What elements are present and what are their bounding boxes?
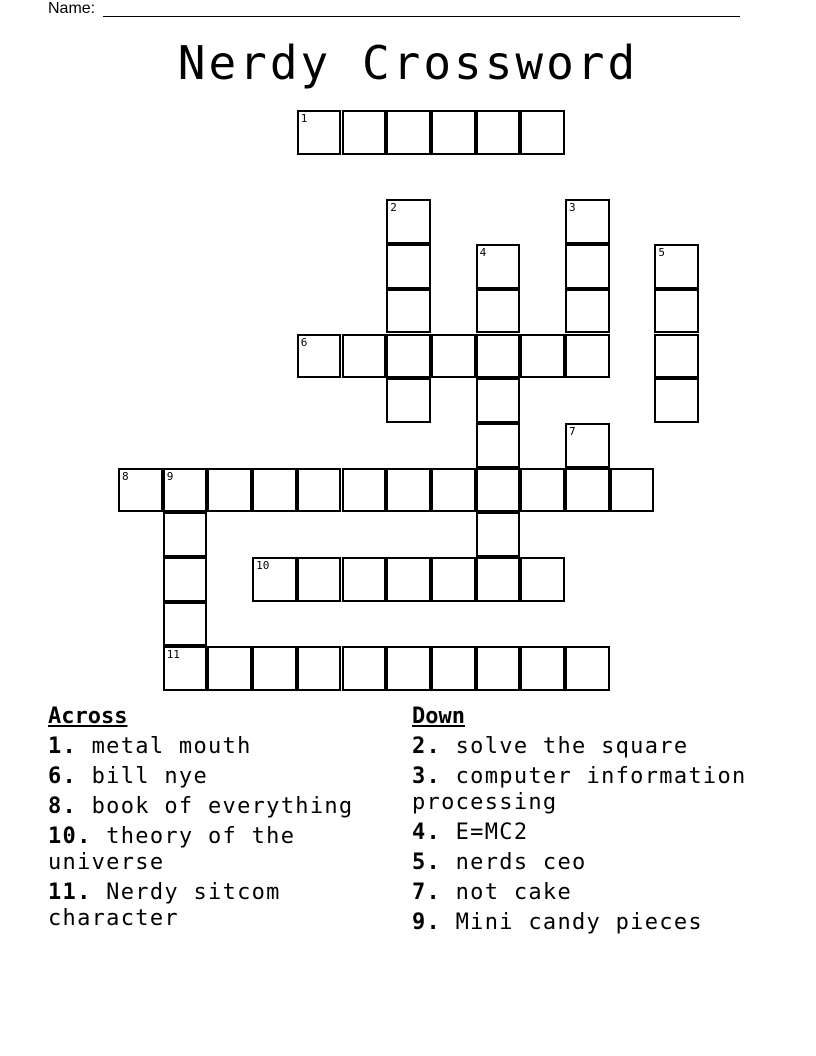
clue-text: computer information processing — [412, 764, 747, 815]
grid-cell[interactable] — [386, 334, 431, 379]
grid-cell[interactable] — [476, 289, 521, 334]
clue-num: 6. — [48, 764, 78, 789]
clue-text: metal mouth — [77, 734, 252, 759]
clue-text: not cake — [441, 880, 572, 905]
grid-cell[interactable] — [163, 468, 208, 513]
grid-cell[interactable] — [565, 646, 610, 691]
grid-cell[interactable] — [297, 334, 342, 379]
grid-cell[interactable] — [386, 378, 431, 423]
grid-cell[interactable] — [297, 646, 342, 691]
grid-cell[interactable] — [654, 244, 699, 289]
grid-cell[interactable] — [386, 289, 431, 334]
down-clue — [412, 764, 782, 816]
grid-cell[interactable] — [386, 110, 431, 155]
clue-number: 11 — [166, 648, 180, 662]
grid-cell[interactable] — [431, 557, 476, 602]
clue-num: 1. — [48, 734, 78, 759]
grid-cell[interactable] — [342, 646, 387, 691]
down-clue — [412, 910, 782, 936]
grid-cell[interactable] — [431, 110, 476, 155]
down-clue — [412, 820, 782, 846]
clue-number: 3 — [569, 201, 576, 215]
grid-cell[interactable] — [654, 289, 699, 334]
grid-cell[interactable] — [252, 468, 297, 513]
grid-cell[interactable] — [565, 199, 610, 244]
grid-cell[interactable] — [297, 557, 342, 602]
grid-cell[interactable] — [565, 244, 610, 289]
clue-text: theory of the universe — [48, 824, 296, 875]
across-clue — [48, 734, 398, 760]
grid-cell[interactable] — [342, 334, 387, 379]
grid-cell[interactable] — [610, 468, 655, 513]
grid-cell[interactable] — [163, 512, 208, 557]
clue-num: 9. — [412, 910, 442, 935]
grid-cell[interactable] — [163, 646, 208, 691]
grid-cell[interactable] — [431, 646, 476, 691]
grid-cell[interactable] — [163, 602, 208, 647]
grid-cell[interactable] — [654, 334, 699, 379]
grid-cell[interactable] — [565, 423, 610, 468]
clue-text: nerds ceo — [441, 850, 587, 875]
down-list — [412, 734, 782, 936]
grid-cell[interactable] — [520, 468, 565, 513]
clue-num: 11. — [48, 880, 92, 905]
grid-cell[interactable] — [342, 110, 387, 155]
clue-num: 8. — [48, 794, 78, 819]
grid-cell[interactable] — [297, 110, 342, 155]
clue-number: 9 — [166, 469, 174, 483]
clue-num: 5. — [412, 850, 442, 875]
grid-cell[interactable] — [386, 468, 431, 513]
clue-number: 2 — [390, 201, 397, 215]
clue-num: 10. — [48, 824, 92, 849]
grid-cell[interactable] — [476, 334, 521, 379]
clue-num: 3. — [412, 764, 442, 789]
grid-cell[interactable] — [476, 646, 521, 691]
grid-cell[interactable] — [342, 468, 387, 513]
clue-num: 7. — [412, 880, 442, 905]
down-clues — [412, 700, 782, 940]
page-title: Nerdy Crossword — [177, 36, 639, 90]
clue-number: 10 — [256, 559, 270, 572]
grid-cell[interactable] — [476, 557, 521, 602]
grid-cell[interactable] — [386, 557, 431, 602]
clue-text: E=MC2 — [441, 820, 529, 845]
grid-cell[interactable] — [476, 244, 521, 289]
grid-cell[interactable] — [520, 110, 565, 155]
clue-number: 1 — [300, 112, 308, 125]
grid-cell[interactable] — [654, 378, 699, 423]
grid-cell[interactable] — [520, 334, 565, 379]
clue-text: bill nye — [77, 764, 208, 789]
down-heading: Down — [412, 704, 465, 729]
clue-text: book of everything — [77, 794, 354, 819]
down-clue — [412, 880, 782, 906]
grid-cell[interactable] — [207, 468, 252, 513]
grid-cell[interactable] — [476, 378, 521, 423]
grid-cell[interactable] — [476, 512, 521, 557]
across-clue — [48, 764, 398, 790]
clue-number: 5 — [658, 246, 666, 260]
grid-cell[interactable] — [565, 468, 610, 513]
grid-cell[interactable] — [520, 557, 565, 602]
grid-cell[interactable] — [386, 244, 431, 289]
clue-text: solve the square — [441, 734, 689, 759]
grid-cell[interactable] — [431, 334, 476, 379]
grid-cell[interactable] — [386, 646, 431, 691]
across-clues — [48, 700, 398, 936]
grid-cell[interactable] — [252, 646, 297, 691]
grid-cell[interactable] — [342, 557, 387, 602]
down-clue — [412, 734, 782, 760]
grid-cell[interactable] — [565, 334, 610, 379]
grid-cell[interactable] — [431, 468, 476, 513]
grid-cell[interactable] — [297, 468, 342, 513]
grid-cell[interactable] — [476, 110, 521, 155]
grid-cell[interactable] — [207, 646, 252, 691]
clue-text: Mini candy pieces — [441, 910, 703, 935]
clue-number: 4 — [479, 246, 487, 260]
across-heading: Across — [48, 704, 128, 729]
grid-cell[interactable] — [520, 646, 565, 691]
across-clue — [48, 794, 398, 820]
grid-cell[interactable] — [476, 423, 521, 468]
grid-cell[interactable] — [476, 468, 521, 513]
across-list — [48, 734, 398, 932]
name-label: Name: — [48, 0, 96, 17]
clue-num: 2. — [412, 734, 442, 759]
grid-cell[interactable] — [386, 199, 431, 244]
clue-text: Nerdy sitcom character — [48, 880, 281, 931]
grid-cell[interactable] — [565, 289, 610, 334]
clue-number: 6 — [300, 335, 308, 349]
down-clue — [412, 850, 782, 876]
grid-cell[interactable] — [118, 468, 163, 513]
grid-cell[interactable] — [252, 557, 297, 602]
across-clue — [48, 880, 398, 932]
clue-number: 8 — [122, 469, 129, 483]
clue-num: 4. — [412, 820, 442, 845]
grid-cell[interactable] — [163, 557, 208, 602]
clue-number: 7 — [569, 424, 576, 438]
across-clue — [48, 824, 398, 876]
